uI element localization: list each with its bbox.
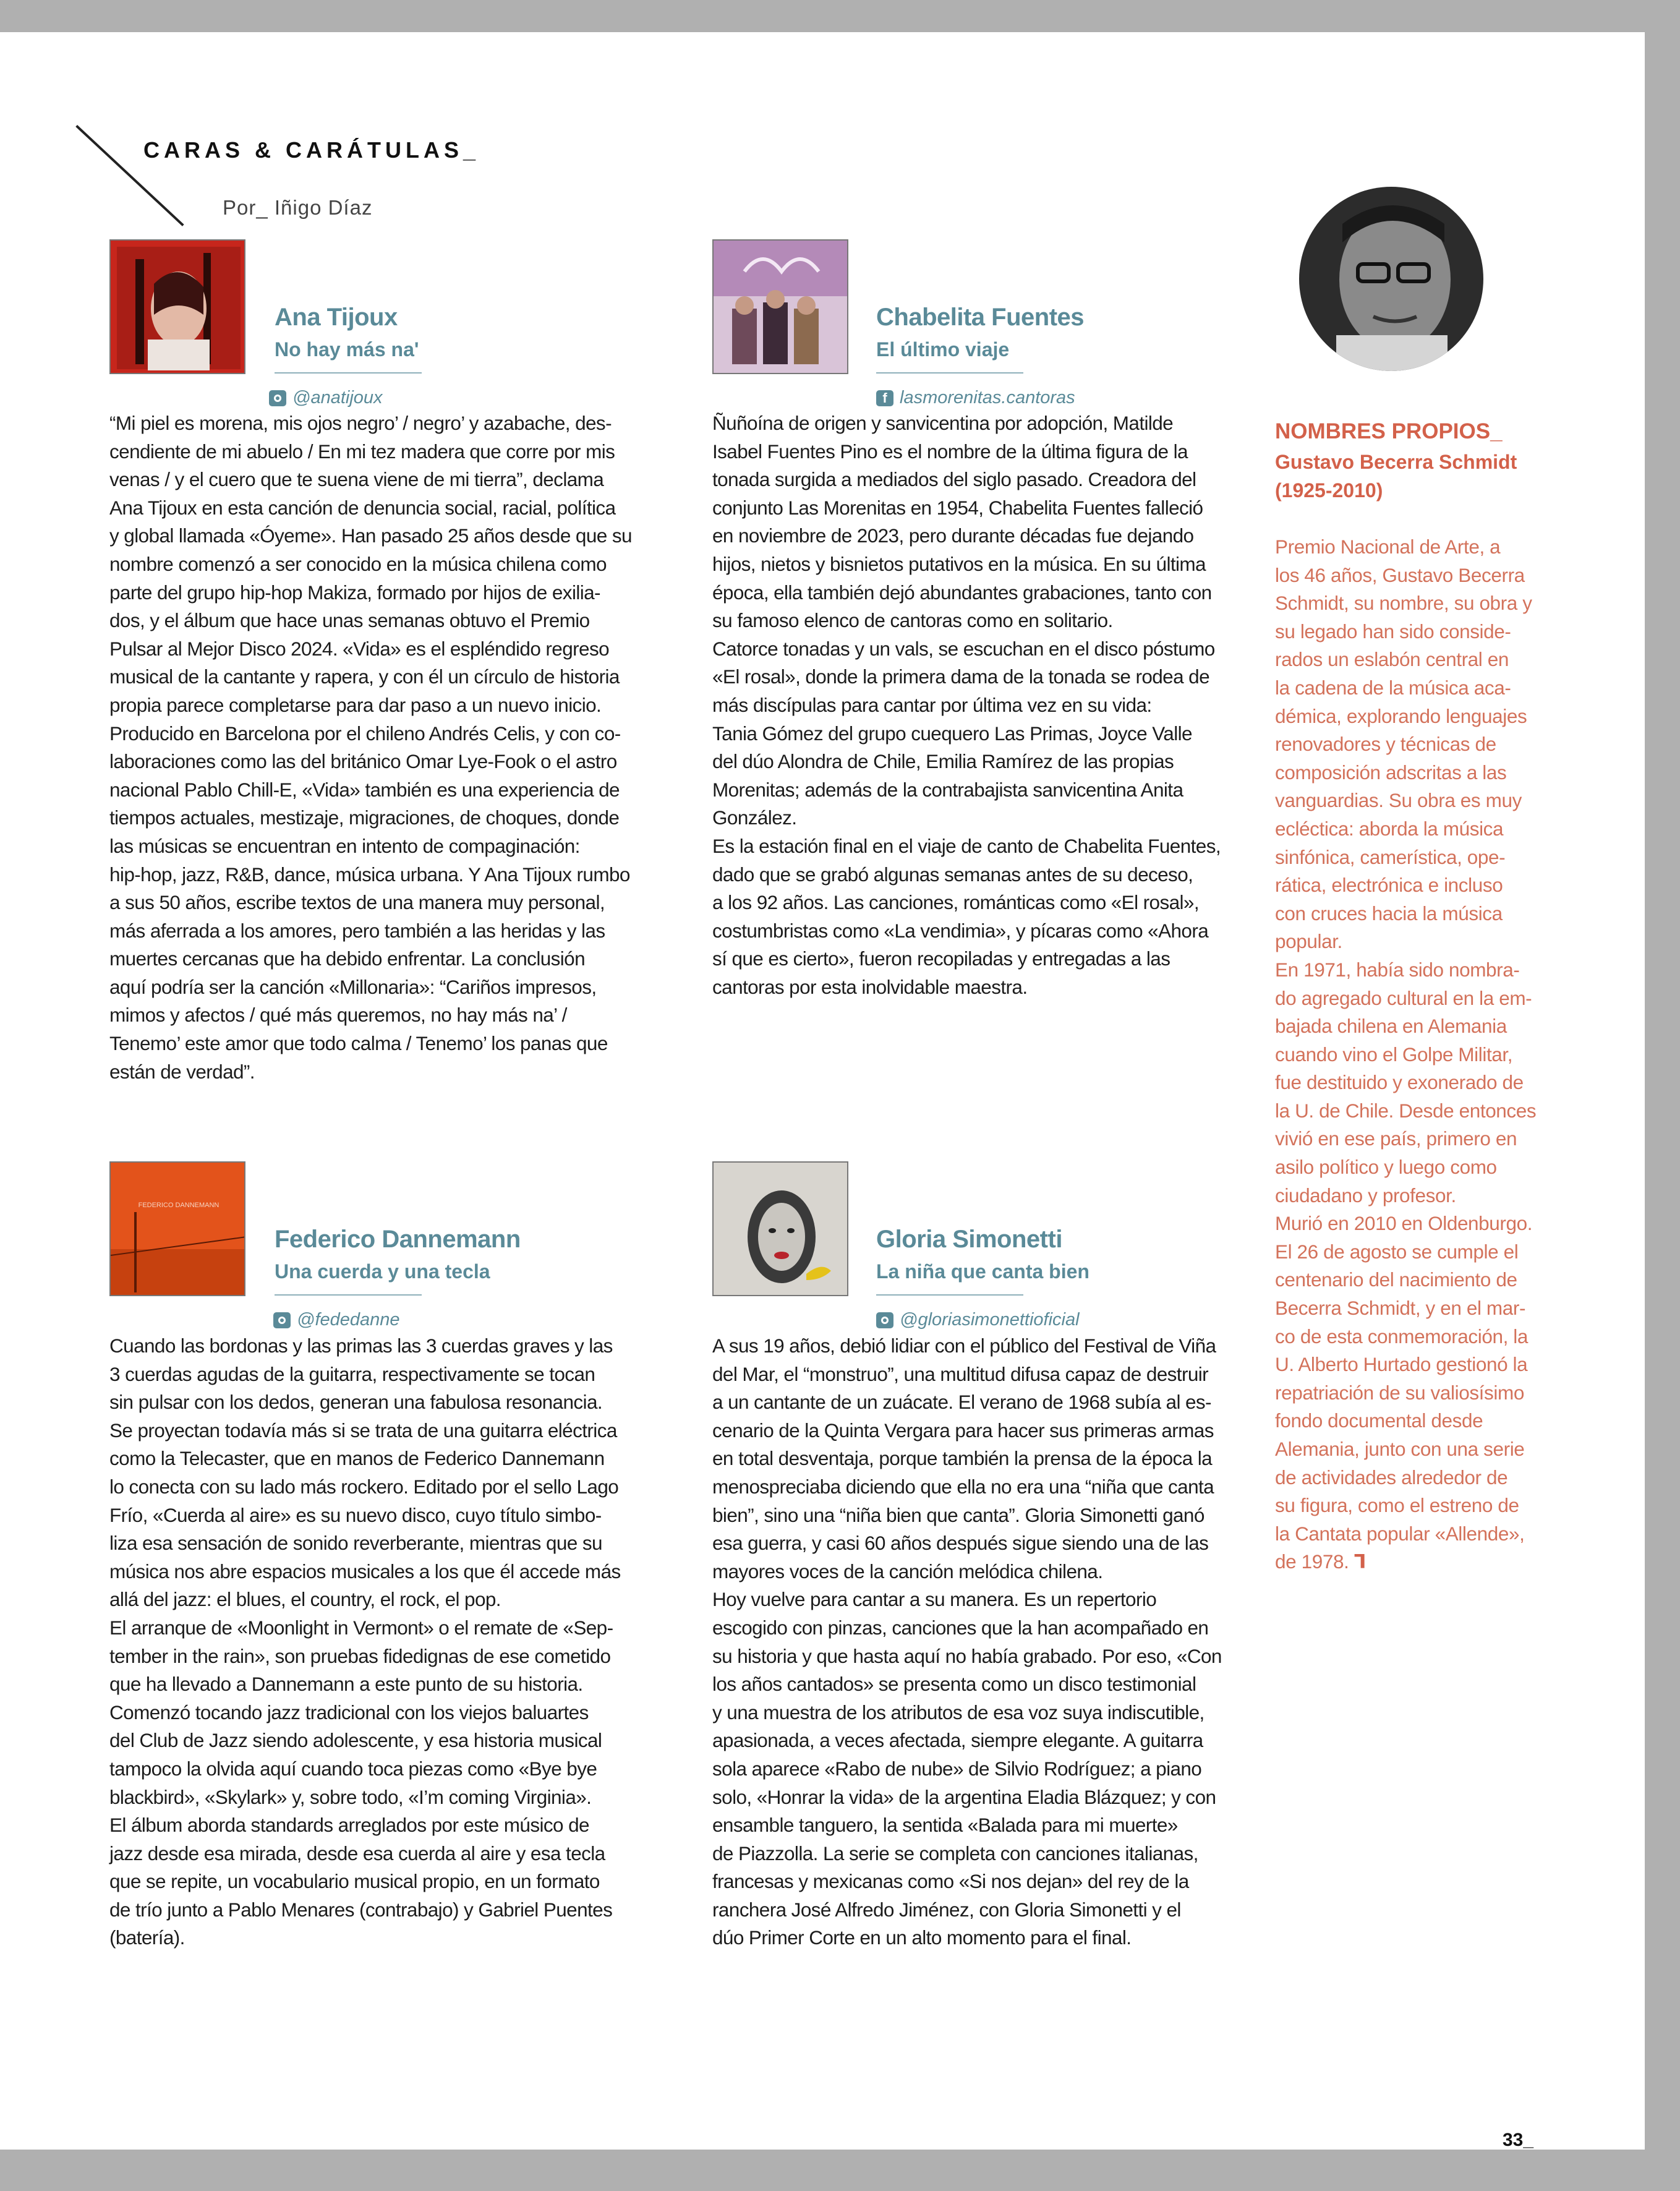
- text-line: en noviembre de 2023, pero durante décadas fue dejando: [712, 524, 1194, 547]
- text-line: la Cantata popular «Allende»,: [1275, 1522, 1525, 1545]
- text-line: renovadores y técnicas de: [1275, 733, 1496, 756]
- social-handle[interactable]: @gloriasimonettioficial: [876, 1310, 1080, 1330]
- album-title: El último viaje: [876, 338, 1010, 361]
- text-line: parte del grupo hip-hop Makiza, formado por hijos de exilia-: [109, 581, 600, 604]
- text-line: ecléctica: aborda la música: [1275, 817, 1504, 840]
- album-title: No hay más na': [275, 338, 419, 361]
- text-line: sin pulsar con los dedos, generan una fabulosa resonancia.: [109, 1391, 603, 1414]
- text-line: nacional Pablo Chill-E, «Vida» también es una experiencia de: [109, 778, 620, 801]
- text-line: aquí podría ser la canción «Millonaria»: “Cariños impresos,: [109, 975, 597, 998]
- magazine-page: [0, 32, 1645, 2150]
- text-line: del dúo Alondra de Chile, Emilia Ramírez de las propias: [712, 750, 1174, 773]
- title-rule: [275, 372, 422, 374]
- text-line: cuando vino el Golpe Militar,: [1275, 1043, 1513, 1066]
- text-line: de Piazzolla. La serie se completa con canciones italianas,: [712, 1842, 1198, 1864]
- album-cover-ana-tijoux: [109, 239, 245, 374]
- text-line: Producido en Barcelona por el chileno Andrés Celis, y con co-: [109, 722, 621, 745]
- artist-name: Gloria Simonetti: [876, 1226, 1062, 1253]
- text-line: co de esta conmemoración, la: [1275, 1325, 1529, 1347]
- social-handle[interactable]: @anatijoux: [269, 388, 383, 408]
- text-line: costumbristas como «La vendimia», y pícaras como «Ahora: [712, 919, 1209, 942]
- text-line: 3 cuerdas agudas de la guitarra, respectivamente se tocan: [109, 1362, 595, 1385]
- article-body-ana-tijoux: [109, 409, 632, 1086]
- title-rule: [876, 372, 1023, 374]
- text-line: tiempos actuales, mestizaje, migraciones, de choques, donde: [109, 806, 620, 829]
- text-line: En 1971, había sido nombra-: [1275, 958, 1520, 981]
- text-line: ranchera José Alfredo Jiménez, con Gloria Simonetti y el: [712, 1898, 1181, 1921]
- text-line: liza esa sensación de sonido reverberante, mientras que su: [109, 1532, 602, 1555]
- text-line: rática, electrónica e incluso: [1275, 874, 1503, 897]
- text-line: allá del jazz: el blues, el country, el rock, el pop.: [109, 1588, 501, 1611]
- text-line: mayores voces de la canción melódica chilena.: [712, 1560, 1103, 1582]
- sidebar-subject-name: Gustavo Becerra Schmidt: [1275, 451, 1517, 473]
- text-line: en total desventaja, porque también la prensa de la época la: [712, 1447, 1213, 1470]
- album-cover-chabelita-fuentes: [712, 239, 848, 374]
- text-line: dos, y el álbum que hace unas semanas obtuvo el Premio: [109, 609, 590, 632]
- title-rule: [876, 1294, 1023, 1296]
- artist-name: Ana Tijoux: [275, 304, 398, 331]
- byline: Por_ Iñigo Díaz: [223, 196, 373, 219]
- text-line: Tania Gómez del grupo cuequero Las Primas, Joyce Valle: [712, 722, 1192, 745]
- artist-name: Chabelita Fuentes: [876, 304, 1085, 331]
- text-line: de 1978. ᒣ: [1275, 1550, 1367, 1573]
- text-line: Hoy vuelve para cantar a su manera. Es un repertorio: [712, 1588, 1157, 1611]
- text-line: Isabel Fuentes Pino es el nombre de la última figura de la: [712, 440, 1188, 463]
- text-line: más discípulas para cantar por última vez en su vida:: [712, 693, 1152, 716]
- text-line: menospreciaba diciendo que ella no era una “niña que canta: [712, 1475, 1214, 1498]
- text-line: las músicas se encuentran en intento de compaginación:: [109, 834, 580, 857]
- text-line: hijos, nietos y bisnietos putativos en la música. En su última: [712, 552, 1206, 575]
- text-line: El 26 de agosto se cumple el: [1275, 1240, 1519, 1263]
- cover-text: FEDERICO DANNEMANN: [138, 1202, 220, 1209]
- text-line: rados un eslabón central en: [1275, 648, 1509, 671]
- text-line: Se proyectan todavía más si se trata de una guitarra eléctrica: [109, 1419, 617, 1441]
- text-line: están de verdad”.: [109, 1060, 255, 1083]
- text-line: fondo documental desde: [1275, 1409, 1483, 1432]
- text-line: vanguardias. Su obra es muy: [1275, 789, 1522, 812]
- text-line: Tenemo’ este amor que todo calma / Tenemo’ los panas que: [109, 1032, 608, 1055]
- text-line: Murió en 2010 en Oldenburgo.: [1275, 1212, 1533, 1235]
- text-line: U. Alberto Hurtado gestionó la: [1275, 1353, 1528, 1376]
- text-line: fue destituido y exonerado de: [1275, 1071, 1524, 1094]
- text-line: los 46 años, Gustavo Becerra: [1275, 563, 1525, 586]
- text-line: sinfónica, camerística, ope-: [1275, 845, 1506, 868]
- text-line: démica, explorando lenguajes: [1275, 704, 1527, 727]
- text-line: mimos y afectos / qué más queremos, no hay más na’ /: [109, 1004, 567, 1027]
- end-of-article-icon: ᒣ: [1349, 1550, 1367, 1573]
- text-line: asilo político y luego como: [1275, 1156, 1497, 1179]
- text-line: muertes cercanas que ha debido enfrentar. La conclusión: [109, 947, 586, 970]
- text-line: tampoco la olvida aquí cuando toca piezas como «Bye bye: [109, 1757, 597, 1780]
- text-line: conjunto Las Morenitas en 1954, Chabelita Fuentes falleció: [712, 496, 1203, 519]
- text-line: Becerra Schmidt, y en el mar-: [1275, 1297, 1526, 1320]
- text-line: musical de la cantante y rapera, y con él un círculo de historia: [109, 665, 620, 688]
- text-line: cendiente de mi abuelo / En mi tez madera que corre por mis: [109, 440, 615, 463]
- title-rule: [275, 1294, 422, 1296]
- album-cover-gloria-simonetti: [712, 1161, 848, 1296]
- text-line: solo, «Honrar la vida» de la argentina Eladia Blázquez; y con: [712, 1785, 1216, 1808]
- text-line: sola aparece «Rabo de nube» de Silvio Rodríguez; a piano: [712, 1757, 1202, 1780]
- text-line: más aferrada a los amores, pero también a las heridas y las: [109, 919, 605, 942]
- text-line: escogido con pinzas, canciones que la han acompañado en: [712, 1616, 1209, 1639]
- page-number: 33_: [1503, 2130, 1534, 2150]
- text-line: música nos abre espacios musicales a los que él accede más: [109, 1560, 621, 1582]
- artist-name: Federico Dannemann: [275, 1226, 521, 1253]
- text-line: su famoso elenco de cantoras como en solitario.: [712, 609, 1113, 632]
- article-body-gloria-simonetti: [712, 1332, 1222, 1952]
- album-cover-federico-dannemann: [109, 1161, 245, 1296]
- text-line: sí que es cierto», fueron recopiladas y entregadas a las: [712, 947, 1170, 970]
- text-line: cantoras por esta inolvidable maestra.: [712, 975, 1028, 998]
- text-line: que ha llevado a Dannemann a este punto de su historia.: [109, 1673, 583, 1696]
- text-line: vivió en ese país, primero en: [1275, 1127, 1517, 1150]
- text-line: venas / y el cuero que te suena viene de mi tierra”, declama: [109, 468, 604, 491]
- text-line: lo conecta con su lado más rockero. Editado por el sello Lago: [109, 1475, 619, 1498]
- text-line: de actividades alrededor de: [1275, 1466, 1508, 1488]
- section-title: CARAS & CARÁTULAS_: [143, 137, 480, 163]
- text-line: los años cantados» se presenta como un disco testimonial: [712, 1673, 1196, 1696]
- social-handle[interactable]: f lasmorenitas.cantoras: [876, 388, 1075, 408]
- text-line: Pulsar al Mejor Disco 2024. «Vida» es el espléndido regreso: [109, 637, 610, 660]
- text-line: Ñuñoína de origen y sanvicentina por adopción, Matilde: [712, 412, 1174, 434]
- album-title: La niña que canta bien: [876, 1260, 1089, 1283]
- text-line: A sus 19 años, debió lidiar con el público del Festival de Viña: [712, 1335, 1216, 1357]
- text-line: El arranque de «Moonlight in Vermont» o el remate de «Sep-: [109, 1616, 613, 1639]
- sidebar-heading: NOMBRES PROPIOS_: [1275, 419, 1503, 443]
- text-line: de trío junto a Pablo Menares (contrabajo) y Gabriel Puentes: [109, 1898, 613, 1921]
- text-line: y una muestra de los atributos de esa voz suya indiscutible,: [712, 1701, 1205, 1723]
- text-line: tonada surgida a mediados del siglo pasado. Creadora del: [712, 468, 1196, 491]
- text-line: su figura, como el estreno de: [1275, 1494, 1519, 1517]
- text-line: popular.: [1275, 930, 1342, 953]
- instagram-icon: [269, 390, 286, 406]
- text-line: El álbum aborda standards arreglados por este músico de: [109, 1814, 589, 1837]
- text-line: su historia y que hasta aquí no había grabado. Por eso, «Con: [712, 1644, 1222, 1667]
- article-body-federico-dannemann: [109, 1332, 621, 1952]
- text-line: la cadena de la música aca-: [1275, 676, 1511, 699]
- text-line: ciudadano y profesor.: [1275, 1184, 1456, 1207]
- text-line: a sus 50 años, escribe textos de una manera muy personal,: [109, 891, 605, 914]
- text-line: ensamble tanguero, la sentida «Balada para mi muerte»: [712, 1814, 1178, 1837]
- text-line: centenario del nacimiento de: [1275, 1268, 1517, 1291]
- social-handle[interactable]: @fededanne: [273, 1310, 400, 1330]
- sidebar-subject-years: (1925-2010): [1275, 479, 1383, 502]
- sidebar-subheading: [1275, 448, 1517, 505]
- text-line: laboraciones como las del británico Omar Lye-Fook o el astro: [109, 750, 617, 773]
- sidebar-body: [1275, 533, 1536, 1576]
- text-line: (batería).: [109, 1926, 185, 1949]
- text-line: Premio Nacional de Arte, a: [1275, 536, 1501, 558]
- text-line: nombre comenzó a ser conocido en la música chilena como: [109, 552, 607, 575]
- text-line: dúo Primer Corte en un alto momento para el final.: [712, 1926, 1132, 1949]
- text-line: época, ella también dejó abundantes grabaciones, tanto con: [712, 581, 1212, 604]
- text-line: do agregado cultural en la em-: [1275, 986, 1532, 1009]
- text-line: Catorce tonadas y un vals, se escuchan en el disco póstumo: [712, 637, 1215, 660]
- text-line: Es la estación final en el viaje de canto de Chabelita Fuentes,: [712, 834, 1221, 857]
- text-line: como la Telecaster, que en manos de Federico Dannemann: [109, 1447, 605, 1470]
- text-line: Cuando las bordonas y las primas las 3 cuerdas graves y las: [109, 1335, 613, 1357]
- album-title: Una cuerda y una tecla: [275, 1260, 490, 1283]
- text-line: tember in the rain», son pruebas fidedignas de ese cometido: [109, 1644, 611, 1667]
- text-line: hip-hop, jazz, R&B, dance, música urbana. Y Ana Tijoux rumbo: [109, 863, 630, 886]
- text-line: Frío, «Cuerda al aire» es su nuevo disco, cuyo título simbo-: [109, 1503, 602, 1526]
- text-line: la U. de Chile. Desde entonces: [1275, 1099, 1537, 1122]
- text-line: su legado han sido conside-: [1275, 620, 1511, 643]
- instagram-icon: [273, 1312, 291, 1328]
- text-line: esa guerra, y casi 60 años después sigue siendo una de las: [712, 1532, 1209, 1555]
- text-line: dado que se grabó algunas semanas antes de su deceso,: [712, 863, 1193, 886]
- text-line: del Club de Jazz siendo adolescente, y esa historia musical: [109, 1729, 602, 1752]
- text-line: composición adscritas a las: [1275, 761, 1507, 784]
- text-line: y global llamada «Óyeme». Han pasado 25 años desde que su: [109, 524, 632, 547]
- text-line: francesas y mexicanas como «Si nos dejan» del rey de la: [712, 1870, 1189, 1893]
- text-line: propia parece completarse para dar paso a un nuevo inicio.: [109, 693, 602, 716]
- text-line: jazz desde esa mirada, desde esa cuerda al aire y esa tecla: [109, 1842, 605, 1864]
- text-line: Morenitas; además de la contrabajista sanvicentina Anita: [712, 778, 1183, 801]
- text-line: a los 92 años. Las canciones, románticas como «El rosal»,: [712, 891, 1199, 914]
- text-line: cenario de la Quinta Vergara para hacer sus primeras armas: [712, 1419, 1214, 1441]
- text-line: que se repite, un vocabulario musical propio, en un formato: [109, 1870, 600, 1893]
- text-line: a un cantante de un zuácate. El verano de 1968 subía al es-: [712, 1391, 1211, 1414]
- text-line: “Mi piel es morena, mis ojos negro’ / negro’ y azabache, des-: [109, 412, 612, 434]
- text-line: del Mar, el “monstruo”, una multitud difusa capaz de destruir: [712, 1362, 1209, 1385]
- text-line: Alemania, junto con una serie: [1275, 1438, 1525, 1460]
- text-line: Ana Tijoux en esta canción de denuncia social, racial, política: [109, 496, 616, 519]
- article-body-chabelita-fuentes: [712, 409, 1221, 1001]
- instagram-icon: [876, 1312, 893, 1328]
- text-line: apasionada, a veces afectada, siempre elegante. A guitarra: [712, 1729, 1203, 1752]
- text-line: «El rosal», donde la primera dama de la tonada se rodea de: [712, 665, 1209, 688]
- text-line: Schmidt, su nombre, su obra y: [1275, 592, 1532, 615]
- text-line: repatriación de su valiosísimo: [1275, 1381, 1524, 1404]
- text-line: bien”, sino una “niña bien que canta”. Gloria Simonetti ganó: [712, 1503, 1205, 1526]
- portrait-photo: [1299, 187, 1483, 371]
- facebook-icon: f: [876, 390, 893, 406]
- text-line: bajada chilena en Alemania: [1275, 1015, 1507, 1038]
- text-line: González.: [712, 806, 797, 829]
- text-line: con cruces hacia la música: [1275, 902, 1503, 925]
- text-line: Comenzó tocando jazz tradicional con los viejos baluartes: [109, 1701, 589, 1723]
- text-line: blackbird», «Skylark» y, sobre todo, «I’m coming Virginia».: [109, 1785, 592, 1808]
